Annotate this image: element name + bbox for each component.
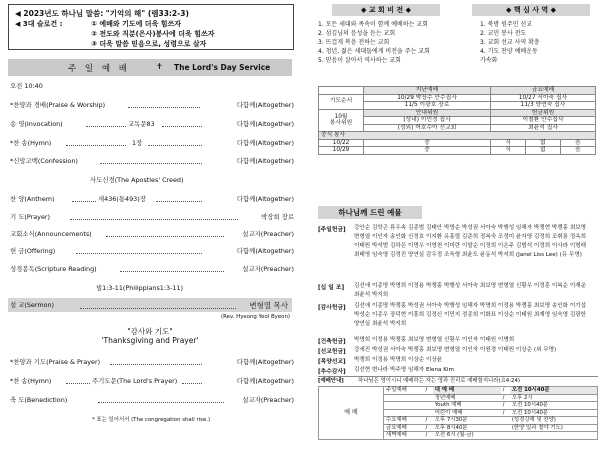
order-row <box>10 101 294 109</box>
guide-name <box>384 409 424 417</box>
order-label: *찬양과 기도(Praise & Prayer) <box>10 358 101 366</box>
offer-value: 최윤석 집사 <box>491 124 596 132</box>
divider <box>318 376 598 377</box>
vision-list <box>318 20 430 65</box>
order-row <box>10 213 294 221</box>
guide-slash: / <box>424 432 433 440</box>
leader-dots <box>66 383 90 384</box>
order-label: 헌 금(Offering) <box>10 247 56 255</box>
slogan-item: ② 전도와 직분(은사)봉사에 더욱 힘쓰자 <box>91 30 215 38</box>
slogan-item: ③ 더욱 말씀 믿음으로, 성령으로 살자 <box>91 40 207 48</box>
guide-slash: / <box>501 402 510 410</box>
slogan-label: ◀ 3대 슬로건 : <box>15 20 63 28</box>
guide-kind: 대 예 배 <box>433 387 501 395</box>
core-item: 2. 교민 봉사 전도 <box>480 30 527 37</box>
meal-cell: 없 <box>525 139 560 147</box>
core-list <box>480 20 540 65</box>
guide-time: (한양 일과 철야 기도) <box>510 424 598 432</box>
left-page <box>0 0 298 463</box>
order-label: *찬양과 경배(Praise & Worship) <box>10 101 106 109</box>
order-leader: 다함께(Altogether) <box>236 377 294 385</box>
guide-time: 오전 10시40분 <box>510 402 598 410</box>
sermon-title-en: 'Thanksgiving and Prayer' <box>101 336 199 345</box>
order-detail: 주기도문(The Lord's Prayer) <box>92 377 178 385</box>
guide-label-line: 봉사위원 <box>329 120 353 127</box>
leader-dots <box>182 383 202 384</box>
guide-name: 금요예배 <box>384 424 424 432</box>
leader-dots <box>100 163 202 164</box>
year-word: ◀ 2023년도 하나님 말씀: "기억의 해" (렘33:2-3) <box>15 9 189 18</box>
offering-names: 김선현 변나라 박주명 임해자 Elena Kim <box>354 367 454 373</box>
core-item: 1. 북방 원주민 선교 <box>480 21 533 28</box>
order-row <box>10 247 294 255</box>
guide-side-label: 예 배 <box>319 387 384 440</box>
order-row <box>10 396 294 404</box>
guide-kind: 오전 6시 (월-금) <box>433 432 501 440</box>
order-leader: 설교자(Preacher) <box>242 396 294 404</box>
guide-label <box>319 109 364 132</box>
slogan-list <box>91 19 215 49</box>
offering-names: 박쟁희 이정용 박명희 이상순 이상윤 <box>354 357 443 363</box>
offering-section <box>318 336 598 346</box>
prayer-prev: 11/5 이광호 장로 <box>364 102 491 110</box>
leader-dots <box>110 364 202 365</box>
vision-item: 5. 믿음이 살아서 역사하는 교회 <box>318 57 401 64</box>
guide-kind: 청년예배 <box>433 394 501 402</box>
order-label: 교회소식(Announcements) <box>10 230 92 238</box>
offering-section <box>318 366 598 376</box>
vision-item: 3. 뜨겁게 복음 전하는 교회 <box>318 39 390 46</box>
leader-dots <box>66 145 126 146</box>
guide-slash <box>424 409 433 417</box>
leader-dots <box>80 308 236 309</box>
order-leader: 박장희 장로 <box>261 213 294 221</box>
order-label: *찬 송(Hymn) <box>10 377 52 385</box>
order-label: 축 도(Benediction) <box>10 396 68 404</box>
blank-cell <box>319 87 364 95</box>
guide-kind: 오후 7시30분 <box>433 417 501 425</box>
offering-category: [건축헌금] <box>318 339 346 345</box>
order-detail: 교독문83 <box>128 120 155 128</box>
sermon-bar <box>8 298 292 312</box>
order-row <box>10 195 294 203</box>
leader-dots <box>98 402 224 403</box>
leader-dots <box>106 236 224 237</box>
core-header: ◆ 핵 심 사 역 ◆ <box>472 4 590 16</box>
order-label: 찬 양(Anthem) <box>10 195 55 203</box>
core-item: 4. 기도 찬양 예배운동 <box>480 48 538 55</box>
order-detail: 1장 <box>132 139 143 147</box>
order-label: *신앙고백(Confession) <box>10 157 78 165</box>
vision-header: ◆ 교 회 비 전 ◆ <box>332 4 440 16</box>
offering-names: 김선애 이종명 박명희 이정용 박쟁홍 박행성 서아숙 최보명 변형열 신황우 이정훈 이복순 이재운 최윤석 박지희 <box>354 283 587 298</box>
standing-note: * 표는 일어서서 (The congregation shall rise.) <box>92 417 211 423</box>
offering-category: [주일헌금] <box>318 227 346 233</box>
meal-date: 10/29 <box>319 147 364 155</box>
order-row <box>10 265 294 273</box>
worship-header <box>8 59 292 76</box>
guide-time: 오전 10시40분 <box>510 409 598 417</box>
vision-item: 1. 모든 세대와 족속이 함께 예배하는 교회 <box>318 21 428 28</box>
guide-time: 오전 10시40분 <box>510 387 598 395</box>
guide-slash <box>424 402 433 410</box>
meal-cell: 식 <box>491 139 526 147</box>
guide-slash: / <box>424 424 433 432</box>
meal-cell: 식 <box>491 147 526 155</box>
guide-slash: / <box>501 394 510 402</box>
offering-category: [선교헌금] <box>318 349 346 355</box>
meal-cell: 중 <box>364 147 491 155</box>
guide-kind: 오후 8시40분 <box>433 424 501 432</box>
guide-time <box>510 432 598 440</box>
sermon-preacher-en: (Rev. Hyeong Yeol Byeon) <box>221 314 290 320</box>
order-label: *찬 송(Hymn) <box>10 139 52 147</box>
order-detail: 사도신경(The Apostles' Creed) <box>90 176 184 184</box>
worship-title-en: The Lord's Day Service <box>174 63 271 72</box>
offering-category: [목양선교] <box>318 359 346 365</box>
guide-slash: / <box>501 387 510 395</box>
order-leader: 설교자(Preacher) <box>242 230 294 238</box>
sermon-preacher: 변형열 목사 <box>249 301 288 310</box>
core-item: 가속화 <box>480 57 498 64</box>
meal-cell: 없 <box>525 147 560 155</box>
order-leader: 다함께(Altogether) <box>236 101 294 109</box>
prev-header: 지난예배 <box>364 87 491 95</box>
leader-dots <box>162 126 202 127</box>
offering-category: [추수감사] <box>318 369 346 375</box>
right-page <box>304 0 600 463</box>
guide-kind: Youth 예배 <box>433 402 501 410</box>
order-row <box>10 377 294 385</box>
guide-slash: / <box>501 409 510 417</box>
core-item: 3. 교회 선교 사역 확충 <box>480 39 540 46</box>
leader-dots <box>86 126 126 127</box>
offering-header: 하나님께 드린 예물 <box>318 206 422 219</box>
order-row <box>10 139 294 147</box>
motto-box <box>8 4 294 50</box>
guide-value: (성내) 이민정 집사 <box>364 117 491 125</box>
sermon-title-ko: "감사와 기도" <box>127 327 173 336</box>
guide-slash <box>501 432 510 440</box>
guide-slash: / <box>424 417 433 425</box>
guide-label: [예배안내] <box>318 378 344 384</box>
order-leader: 다함께(Altogether) <box>236 195 294 203</box>
leader-dots <box>120 271 224 272</box>
offering-category: [십 일 조] <box>318 285 345 291</box>
order-leader: 다함께(Altogether) <box>236 247 294 255</box>
order-row <box>10 230 294 238</box>
order-row <box>10 176 294 184</box>
offer-header: 헌금위원 <box>491 109 596 117</box>
order-label: 성경봉독(Scripture Reading) <box>10 265 97 273</box>
order-detail: 새436(통493)장 <box>98 195 146 203</box>
offer-value: 이철환 안수집사 <box>491 117 596 125</box>
prayer-next: 11/3 양연숙 집사 <box>491 102 596 110</box>
worship-time: 오전 10:40 <box>10 82 43 90</box>
guide-time: (성경강해 및 찬양) <box>510 417 598 425</box>
order-row <box>10 120 294 128</box>
order-leader: 다함께(Altogether) <box>236 358 294 366</box>
offering-names: 강세진 박성권 서아숙 박쟁홍 최보명 변형열 이인자 이원경 이태원 이상순 (외 무명) <box>354 347 557 353</box>
order-leader: 설교자(Preacher) <box>242 265 294 273</box>
meal-header: 중식 봉사 <box>319 132 596 140</box>
guide-slash: / <box>424 387 433 395</box>
meal-cell: 음 <box>560 139 595 147</box>
offering-category: [감사헌금] <box>318 305 346 311</box>
offering-section <box>318 356 598 366</box>
offering-section <box>318 282 598 300</box>
vision-item: 2. 섬김님의 음성을 듣는 교회 <box>318 30 396 37</box>
guide-name: 수요예배 <box>384 417 424 425</box>
guide-name: 주일예배 <box>384 387 424 395</box>
order-leader: 다함께(Altogether) <box>236 139 294 147</box>
guide-time: 오후 2시 <box>510 394 598 402</box>
order-leader: 다함께(Altogether) <box>236 120 294 128</box>
order-label: 기 도(Prayer) <box>10 213 50 221</box>
guide-slash <box>424 394 433 402</box>
offering-section <box>318 302 598 336</box>
leader-dots <box>70 219 238 220</box>
scripture-ref: 빌1:3-11(Philippians1:3-11) <box>96 284 184 292</box>
order-label: 송 영(Invocation) <box>10 120 63 128</box>
duty-table <box>318 86 596 155</box>
meal-cell: 음 <box>560 147 595 155</box>
guide-kind: 어린이 예배 <box>433 409 501 417</box>
guide-name: 새벽예배 <box>384 432 424 440</box>
offering-names: 김선애 이종명 박쟁홍 박성권 서아숙 박행성 임해자 박명희 이정용 박쟁홍 최보명 송인화 이기섭 박성순 이종우 장덕현 이흥희 김정신 이민지 정종희 이화표 이상순 이태원 최재영 임숙영 김광한 양연실 최윤석 박지희 <box>354 303 587 327</box>
offering-names: 박명희 이정용 박쟁홍 최보명 변형열 신황우 이인자 이태원 이병희 <box>354 337 515 343</box>
meal-cell: 중 <box>364 139 491 147</box>
guide-label-line: 10월 <box>334 113 348 120</box>
prayer-next: 10/27 서아숙 집사 <box>491 94 596 102</box>
guide-name <box>384 402 424 410</box>
order-leader: 다함께(Altogether) <box>236 157 294 165</box>
order-row <box>10 157 294 165</box>
meal-date: 10/22 <box>319 139 364 147</box>
guide-slash <box>501 417 510 425</box>
offering-section <box>318 224 598 278</box>
guide-slash <box>501 424 510 432</box>
leader-dots <box>156 201 202 202</box>
leader-dots <box>148 145 202 146</box>
next-header: 금요예배 <box>491 87 596 95</box>
leader-dots <box>76 253 202 254</box>
worship-guide-table <box>318 386 598 440</box>
vision-item: 4. 청년, 젊은 세대들에게 비전을 주는 교회 <box>318 48 430 55</box>
guide-intro: 하나님은 영이시니 예배하는 자는 영과 진리로 예배할지니라(요4:24) <box>358 378 520 384</box>
worship-title-ko: 주 일 예 배 <box>68 64 130 74</box>
prayer-label: 기도순서 <box>319 94 364 109</box>
guide-header: 안내위원 <box>364 109 491 117</box>
guide-name <box>384 394 424 402</box>
guide-value: (성외) 여호수아 선교회 <box>364 124 491 132</box>
sermon-label: 설 교(Sermon) <box>10 301 55 309</box>
slogan-item: ① 예배와 기도에 더욱 힘쓰자 <box>91 20 182 28</box>
prayer-prev: 10/29 박장수 안수집사 <box>364 94 491 102</box>
leader-dots <box>72 201 96 202</box>
cross-icon: ✝ <box>156 62 163 71</box>
offering-names: 강안순 김학곤 류우속 김종범 김태안 박명순 박성권 서아숙 박행성 임해자 박쟁현 박쟁홍 최보명 변형열 이인자 송인화 신정호 이지환 유홍렬 김준희 정복숙 조정미 윤자영 김정희 조휘롱 정옥희 이태원 박석범 김하은 이명우 이영천 이미란 이말순 이정희 이은주 김범석 이정희 이사라 이형래 최태영 임숙영 김정진 양연실 감우정 조욱형 최윤도 윤동석 박지희 (Janel Liss Lee) (유 무명) <box>354 225 587 258</box>
leader-dots <box>128 107 200 108</box>
order-row <box>10 358 294 366</box>
